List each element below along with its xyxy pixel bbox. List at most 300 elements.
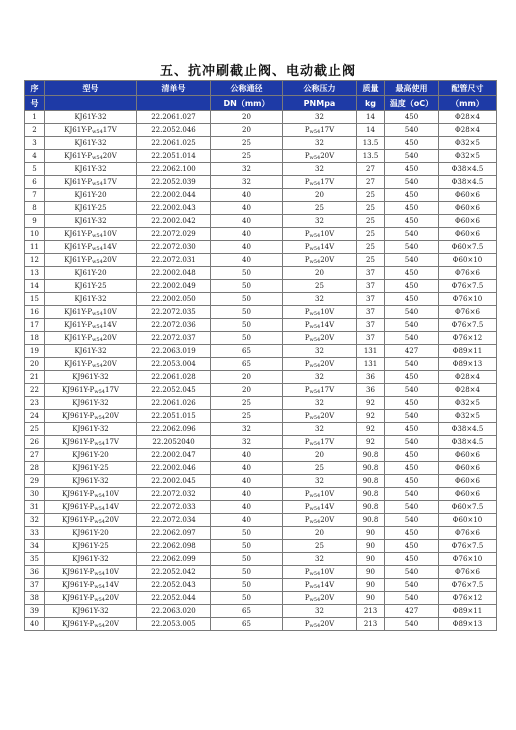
cell-index: 2 [25,124,45,137]
cell-model: KJ61Y-32 [45,137,137,150]
cell-model: $KJ61Y-P_{w54}14V$ [45,241,137,254]
cell-model: $KJ961Y-P_{w54}10V$ [45,566,137,579]
cell-pipe: Φ60×6 [439,189,497,202]
cell-dn: 25 [211,150,283,163]
cell-temp: 540 [385,488,439,501]
cell-model: $KJ61Y-P_{w54}20V$ [45,332,137,345]
table-row [25,384,497,397]
cell-temp: 540 [385,332,439,345]
cell-pipe: Φ60×7.5 [439,241,497,254]
cell-pipe: Φ28×4 [439,371,497,384]
cell-pipe: Φ89×13 [439,358,497,371]
col-header-nominal-diameter: 公称通径 [211,81,283,96]
cell-list-no: 22.2072.035 [137,306,211,319]
cell-pipe: Φ60×6 [439,215,497,228]
cell-pn: 25 [283,280,357,293]
cell-pn: $P_{w54}20V$ [283,150,357,163]
cell-dn: 50 [211,280,283,293]
cell-mass: 14 [357,111,385,124]
cell-list-no: 22.2052.039 [137,176,211,189]
cell-model: $KJ961Y-P_{w54}20V$ [45,592,137,605]
cell-pn: $P_{w54}20V$ [283,254,357,267]
cell-temp: 450 [385,540,439,553]
cell-list-no: 22.2063.019 [137,345,211,358]
cell-index: 14 [25,280,45,293]
cell-index: 26 [25,436,45,449]
cell-temp: 540 [385,514,439,527]
cell-temp: 540 [385,358,439,371]
col-header-nominal-diameter-unit: DN（mm） [211,96,283,111]
table-row [25,293,497,306]
cell-mass: 90.8 [357,475,385,488]
cell-temp: 450 [385,111,439,124]
cell-pipe: Φ76×7.5 [439,280,497,293]
cell-list-no: 22.2002.044 [137,189,211,202]
cell-pipe: Φ28×4 [439,384,497,397]
cell-dn: 40 [211,449,283,462]
cell-mass: 13.5 [357,137,385,150]
cell-mass: 37 [357,293,385,306]
cell-list-no: 22.2072.032 [137,488,211,501]
cell-mass: 90 [357,579,385,592]
table-row [25,215,497,228]
cell-pipe: Φ60×6 [439,228,497,241]
table-row [25,358,497,371]
cell-pn: $P_{w54}10V$ [283,228,357,241]
cell-list-no: 22.2052.043 [137,579,211,592]
cell-index: 15 [25,293,45,306]
cell-list-no: 22.2072.036 [137,319,211,332]
cell-mass: 36 [357,384,385,397]
cell-model: $KJ961Y-P_{w54}20V$ [45,514,137,527]
col-header-model: 型号 [45,81,137,96]
col-header-nominal-pressure-unit: PNMpa [283,96,357,111]
cell-mass: 90.8 [357,488,385,501]
cell-pn: 32 [283,371,357,384]
cell-pn: 32 [283,137,357,150]
cell-list-no: 22.2072.034 [137,514,211,527]
cell-pipe: Φ76×7.5 [439,540,497,553]
cell-pn: $P_{w54}20V$ [283,332,357,345]
cell-index: 23 [25,397,45,410]
table-row [25,254,497,267]
cell-temp: 450 [385,163,439,176]
cell-dn: 40 [211,488,283,501]
col-header-max-temp-unit: 温度（oC） [385,96,439,111]
cell-mass: 90 [357,527,385,540]
table-row [25,189,497,202]
cell-temp: 427 [385,605,439,618]
cell-dn: 50 [211,306,283,319]
cell-dn: 20 [211,371,283,384]
cell-temp: 540 [385,579,439,592]
cell-pipe: Φ89×11 [439,605,497,618]
cell-pn: 20 [283,527,357,540]
cell-list-no: 22.2061.026 [137,397,211,410]
cell-temp: 540 [385,176,439,189]
cell-list-no: 22.2002.043 [137,202,211,215]
cell-dn: 32 [211,176,283,189]
cell-model: KJ61Y-32 [45,215,137,228]
cell-index: 19 [25,345,45,358]
cell-pn: 32 [283,215,357,228]
cell-model: $KJ961Y-P_{w54}10V$ [45,488,137,501]
cell-model: $KJ961Y-P_{w54}20V$ [45,618,137,631]
cell-list-no: 22.2053.004 [137,358,211,371]
cell-mass: 213 [357,618,385,631]
cell-index: 39 [25,605,45,618]
table-row [25,436,497,449]
cell-list-no: 22.2051.014 [137,150,211,163]
cell-mass: 25 [357,215,385,228]
cell-mass: 14 [357,124,385,137]
cell-dn: 40 [211,501,283,514]
cell-pn: $P_{w54}20V$ [283,618,357,631]
cell-index: 30 [25,488,45,501]
cell-temp: 540 [385,254,439,267]
cell-temp: 540 [385,566,439,579]
cell-pipe: Φ76×6 [439,527,497,540]
cell-model: KJ61Y-32 [45,293,137,306]
cell-list-no: 22.2062.098 [137,540,211,553]
cell-pipe: Φ60×6 [439,462,497,475]
cell-pipe: Φ60×10 [439,514,497,527]
cell-mass: 37 [357,332,385,345]
cell-pipe: Φ38×4.5 [439,176,497,189]
table-row [25,605,497,618]
cell-model: KJ961Y-25 [45,462,137,475]
cell-model: $KJ961Y-P_{w54}14V$ [45,501,137,514]
table-row [25,579,497,592]
col-header-max-temp: 最高使用 [385,81,439,96]
cell-list-no: 22.2002.049 [137,280,211,293]
cell-dn: 25 [211,397,283,410]
cell-model: KJ961Y-20 [45,449,137,462]
cell-pipe: Φ60×6 [439,475,497,488]
cell-pn: $P_{w54}20V$ [283,410,357,423]
cell-pipe: Φ76×7.5 [439,579,497,592]
cell-index: 29 [25,475,45,488]
cell-pipe: Φ60×6 [439,488,497,501]
cell-list-no: 22.2002.045 [137,475,211,488]
cell-pn: $P_{w54}17V$ [283,124,357,137]
cell-model: $KJ61Y-P_{w54}20V$ [45,254,137,267]
cell-temp: 450 [385,449,439,462]
cell-model: KJ961Y-32 [45,605,137,618]
cell-model: KJ61Y-25 [45,280,137,293]
col-header-mass: 质量 [357,81,385,96]
cell-model: KJ961Y-32 [45,423,137,436]
cell-pn: $P_{w54}17V$ [283,436,357,449]
table-row [25,241,497,254]
table-row [25,267,497,280]
table-row [25,111,497,124]
cell-model: KJ961Y-20 [45,527,137,540]
col-header-pipe-size-unit: （mm） [439,96,497,111]
cell-dn: 50 [211,592,283,605]
cell-dn: 65 [211,605,283,618]
cell-pipe: Φ76×6 [439,306,497,319]
cell-mass: 25 [357,189,385,202]
cell-pn: $P_{w54}10V$ [283,306,357,319]
cell-pipe: Φ76×12 [439,332,497,345]
table-row [25,202,497,215]
cell-mass: 90 [357,540,385,553]
cell-pn: 32 [283,345,357,358]
cell-index: 24 [25,410,45,423]
cell-list-no: 22.2061.025 [137,137,211,150]
cell-mass: 25 [357,241,385,254]
cell-list-no: 22.2072.037 [137,332,211,345]
cell-pn: 32 [283,111,357,124]
valve-spec-table [24,80,497,631]
cell-index: 16 [25,306,45,319]
cell-pn: 32 [283,293,357,306]
cell-dn: 50 [211,566,283,579]
cell-temp: 450 [385,423,439,436]
table-row [25,280,497,293]
cell-pipe: Φ60×6 [439,449,497,462]
cell-list-no: 22.2052.046 [137,124,211,137]
cell-pn: 32 [283,163,357,176]
cell-pipe: Φ89×11 [439,345,497,358]
cell-model: $KJ961Y-P_{w54}17V$ [45,436,137,449]
table-row [25,228,497,241]
cell-mass: 27 [357,176,385,189]
header-row-bottom [25,96,497,111]
cell-model: $KJ61Y-P_{w54}20V$ [45,150,137,163]
page-title: 五、抗冲刷截止阀、电动截止阀 [159,64,356,79]
cell-dn: 50 [211,319,283,332]
cell-dn: 50 [211,293,283,306]
cell-mass: 90.8 [357,514,385,527]
cell-pn: $P_{w54}14V$ [283,319,357,332]
cell-dn: 25 [211,137,283,150]
cell-model: KJ961Y-32 [45,371,137,384]
cell-mass: 37 [357,267,385,280]
table-row [25,488,497,501]
cell-temp: 450 [385,189,439,202]
cell-mass: 92 [357,410,385,423]
cell-temp: 540 [385,618,439,631]
cell-list-no: 22.2072.033 [137,501,211,514]
cell-list-no: 22.2063.020 [137,605,211,618]
cell-pn: 20 [283,189,357,202]
cell-model: $KJ61Y-P_{w54}20V$ [45,358,137,371]
cell-dn: 40 [211,475,283,488]
cell-pn: $P_{w54}20V$ [283,592,357,605]
cell-model: $KJ961Y-P_{w54}14V$ [45,579,137,592]
table-row [25,150,497,163]
cell-model: KJ61Y-20 [45,267,137,280]
table-header [25,81,497,111]
cell-index: 22 [25,384,45,397]
cell-pn: $P_{w54}20V$ [283,358,357,371]
cell-pn: 32 [283,553,357,566]
cell-pipe: Φ76×6 [439,267,497,280]
cell-dn: 40 [211,189,283,202]
cell-temp: 450 [385,475,439,488]
cell-temp: 540 [385,228,439,241]
cell-pipe: Φ76×7.5 [439,319,497,332]
table-row [25,163,497,176]
cell-list-no: 22.2072.030 [137,241,211,254]
cell-index: 21 [25,371,45,384]
cell-mass: 13.5 [357,150,385,163]
table-row [25,514,497,527]
cell-temp: 450 [385,215,439,228]
cell-mass: 90.8 [357,501,385,514]
cell-pn: $P_{w54}17V$ [283,176,357,189]
cell-model: KJ61Y-32 [45,111,137,124]
cell-pipe: Φ32×5 [439,410,497,423]
table-row [25,553,497,566]
cell-list-no: 22.2052040 [137,436,211,449]
table-row [25,410,497,423]
cell-temp: 450 [385,267,439,280]
cell-pn: $P_{w54}14V$ [283,579,357,592]
cell-temp: 450 [385,527,439,540]
cell-pipe: Φ60×7.5 [439,501,497,514]
cell-index: 4 [25,150,45,163]
cell-mass: 92 [357,423,385,436]
cell-index: 37 [25,579,45,592]
cell-pipe: Φ32×5 [439,150,497,163]
cell-dn: 40 [211,514,283,527]
cell-mass: 131 [357,358,385,371]
cell-model: KJ961Y-32 [45,553,137,566]
cell-temp: 540 [385,124,439,137]
table-row [25,423,497,436]
cell-index: 11 [25,241,45,254]
cell-temp: 540 [385,241,439,254]
cell-pn: 32 [283,475,357,488]
cell-index: 1 [25,111,45,124]
table-row [25,540,497,553]
cell-pn: $P_{w54}20V$ [283,514,357,527]
cell-index: 38 [25,592,45,605]
cell-index: 5 [25,163,45,176]
cell-model: KJ961Y-25 [45,540,137,553]
cell-temp: 540 [385,306,439,319]
cell-index: 28 [25,462,45,475]
cell-index: 36 [25,566,45,579]
cell-model: KJ961Y-32 [45,475,137,488]
cell-pn: 25 [283,202,357,215]
cell-mass: 90 [357,553,385,566]
cell-pipe: Φ76×10 [439,553,497,566]
cell-mass: 25 [357,228,385,241]
cell-mass: 92 [357,436,385,449]
cell-index: 3 [25,137,45,150]
col-header-pipe-size: 配管尺寸 [439,81,497,96]
cell-mass: 36 [357,371,385,384]
cell-pipe: Φ60×6 [439,202,497,215]
cell-index: 8 [25,202,45,215]
cell-dn: 40 [211,202,283,215]
table-row [25,592,497,605]
cell-index: 17 [25,319,45,332]
cell-index: 27 [25,449,45,462]
cell-index: 13 [25,267,45,280]
cell-index: 35 [25,553,45,566]
cell-temp: 450 [385,371,439,384]
cell-temp: 450 [385,397,439,410]
cell-dn: 50 [211,267,283,280]
cell-list-no: 22.2062.096 [137,423,211,436]
cell-dn: 25 [211,410,283,423]
table-row [25,501,497,514]
cell-pn: $P_{w54}10V$ [283,566,357,579]
cell-list-no: 22.2061.027 [137,111,211,124]
cell-dn: 65 [211,345,283,358]
cell-pipe: Φ76×10 [439,293,497,306]
cell-list-no: 22.2072.031 [137,254,211,267]
cell-mass: 25 [357,254,385,267]
cell-temp: 540 [385,319,439,332]
col-header-index: 序 [25,81,45,96]
cell-dn: 65 [211,358,283,371]
cell-model: KJ961Y-32 [45,397,137,410]
cell-pn: $P_{w54}14V$ [283,241,357,254]
cell-dn: 32 [211,423,283,436]
table-row [25,306,497,319]
col-header-model-2 [45,96,137,111]
cell-mass: 90 [357,592,385,605]
cell-pipe: Φ38×4.5 [439,163,497,176]
cell-model: $KJ61Y-P_{w54}10V$ [45,306,137,319]
cell-index: 20 [25,358,45,371]
cell-pn: 32 [283,605,357,618]
cell-index: 12 [25,254,45,267]
cell-dn: 40 [211,462,283,475]
cell-index: 6 [25,176,45,189]
col-header-mass-unit: kg [357,96,385,111]
cell-dn: 50 [211,332,283,345]
cell-pn: 20 [283,449,357,462]
table-row [25,566,497,579]
cell-temp: 540 [385,592,439,605]
cell-dn: 20 [211,384,283,397]
cell-list-no: 22.2002.050 [137,293,211,306]
cell-pn: 25 [283,462,357,475]
cell-dn: 50 [211,540,283,553]
col-header-list-no-2 [137,96,211,111]
cell-mass: 92 [357,397,385,410]
table-row [25,345,497,358]
cell-temp: 540 [385,384,439,397]
cell-temp: 540 [385,410,439,423]
cell-pipe: Φ60×10 [439,254,497,267]
cell-mass: 27 [357,163,385,176]
table-row [25,137,497,150]
cell-pn: $P_{w54}10V$ [283,488,357,501]
cell-pn: 25 [283,540,357,553]
table-body [25,111,497,631]
cell-index: 10 [25,228,45,241]
cell-pipe: Φ28×4 [439,124,497,137]
cell-dn: 40 [211,215,283,228]
cell-mass: 90.8 [357,462,385,475]
cell-mass: 213 [357,605,385,618]
cell-model: $KJ61Y-P_{w54}17V$ [45,124,137,137]
cell-model: KJ61Y-20 [45,189,137,202]
cell-list-no: 22.2052.042 [137,566,211,579]
header-row-top [25,81,497,96]
cell-temp: 450 [385,137,439,150]
cell-mass: 37 [357,306,385,319]
cell-list-no: 22.2053.005 [137,618,211,631]
